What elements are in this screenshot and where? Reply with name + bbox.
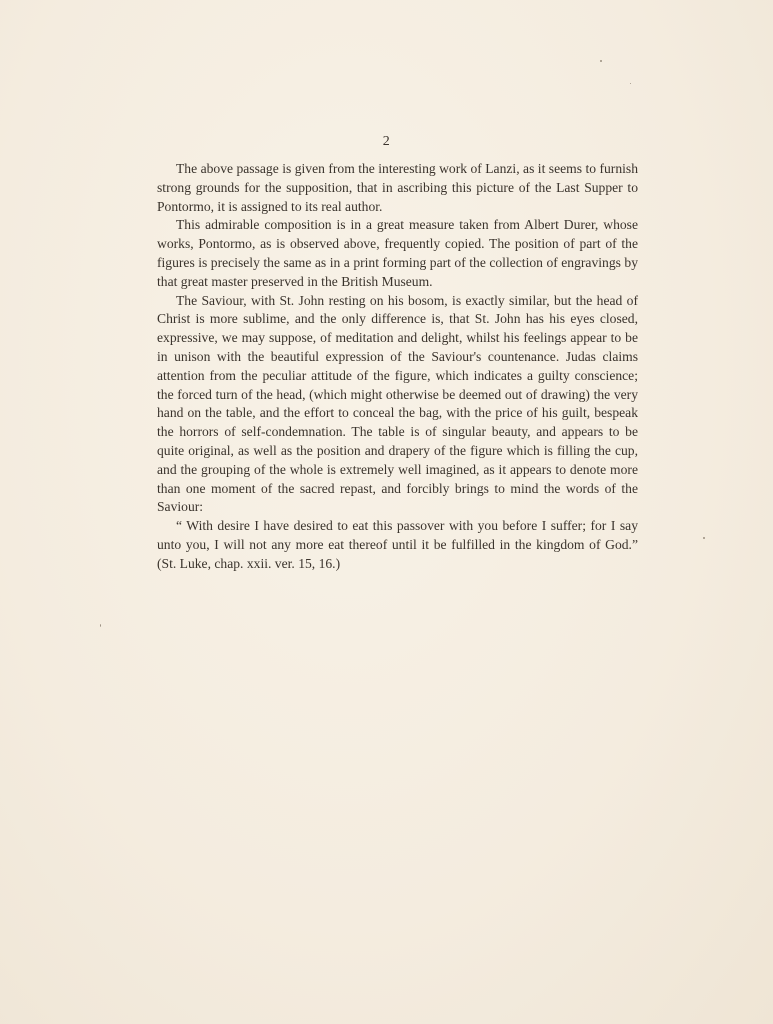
paragraph-saviour-description: The Saviour, with St. John resting on his bosom, is exactly similar, but the head of Christ is more sublime, and the only difference is, that St. John has his eyes closed, expressive, we may suppose, of meditation and delight, whilst his feelings appear to be in unison with the beautiful expression of the Saviour's countenance. Judas claims attention from the peculiar attitude of the figure, which indicates a guilty conscience; the forced turn of the head, (which might otherwise be deemed out of drawing) the very hand on the table, and the effort to conceal the bag, with the price of his guilt, bespeak the horrors of self-condemnation. The table is of singular beauty, and appears to be quite original, as well as the position and drapery of the figure which is filling the cup, and the grouping of the whole is extremely well imagined, as it appears to denote more than one moment of the sacred repast, and forcibly brings to mind the words of the Saviour:: [157, 292, 638, 515]
paper-speck: [630, 83, 631, 84]
body-text: [157, 160, 638, 574]
paper-speck: [100, 624, 101, 627]
paper-speck: [600, 60, 602, 62]
page-number: 2: [382, 134, 391, 149]
paragraph-scripture-quote: “ With desire I have desired to eat this passover with you before I suffer; for I say unto you, I will not any more eat thereof until it be fulfilled in the kingdom of God.” (St. Luke, chap. xxii. ver. 15, 16.): [157, 518, 638, 571]
paragraph-albert-durer: This admirable composition is in a great measure taken from Albert Durer, whose works, Pontormo, as is observed above, frequently copied. The position of part of the figures is precisely the same as in a print forming part of the collection of engravings by that great master preserved in the British Museum.: [157, 217, 638, 289]
paper-speck: [703, 537, 705, 539]
paragraph-lanzi-passage: The above passage is given from the interesting work of Lanzi, as it seems to furnish strong grounds for the supposition, that in ascribing this picture of the Last Supper to Pontormo, it is assigned to its real author.: [157, 161, 638, 214]
